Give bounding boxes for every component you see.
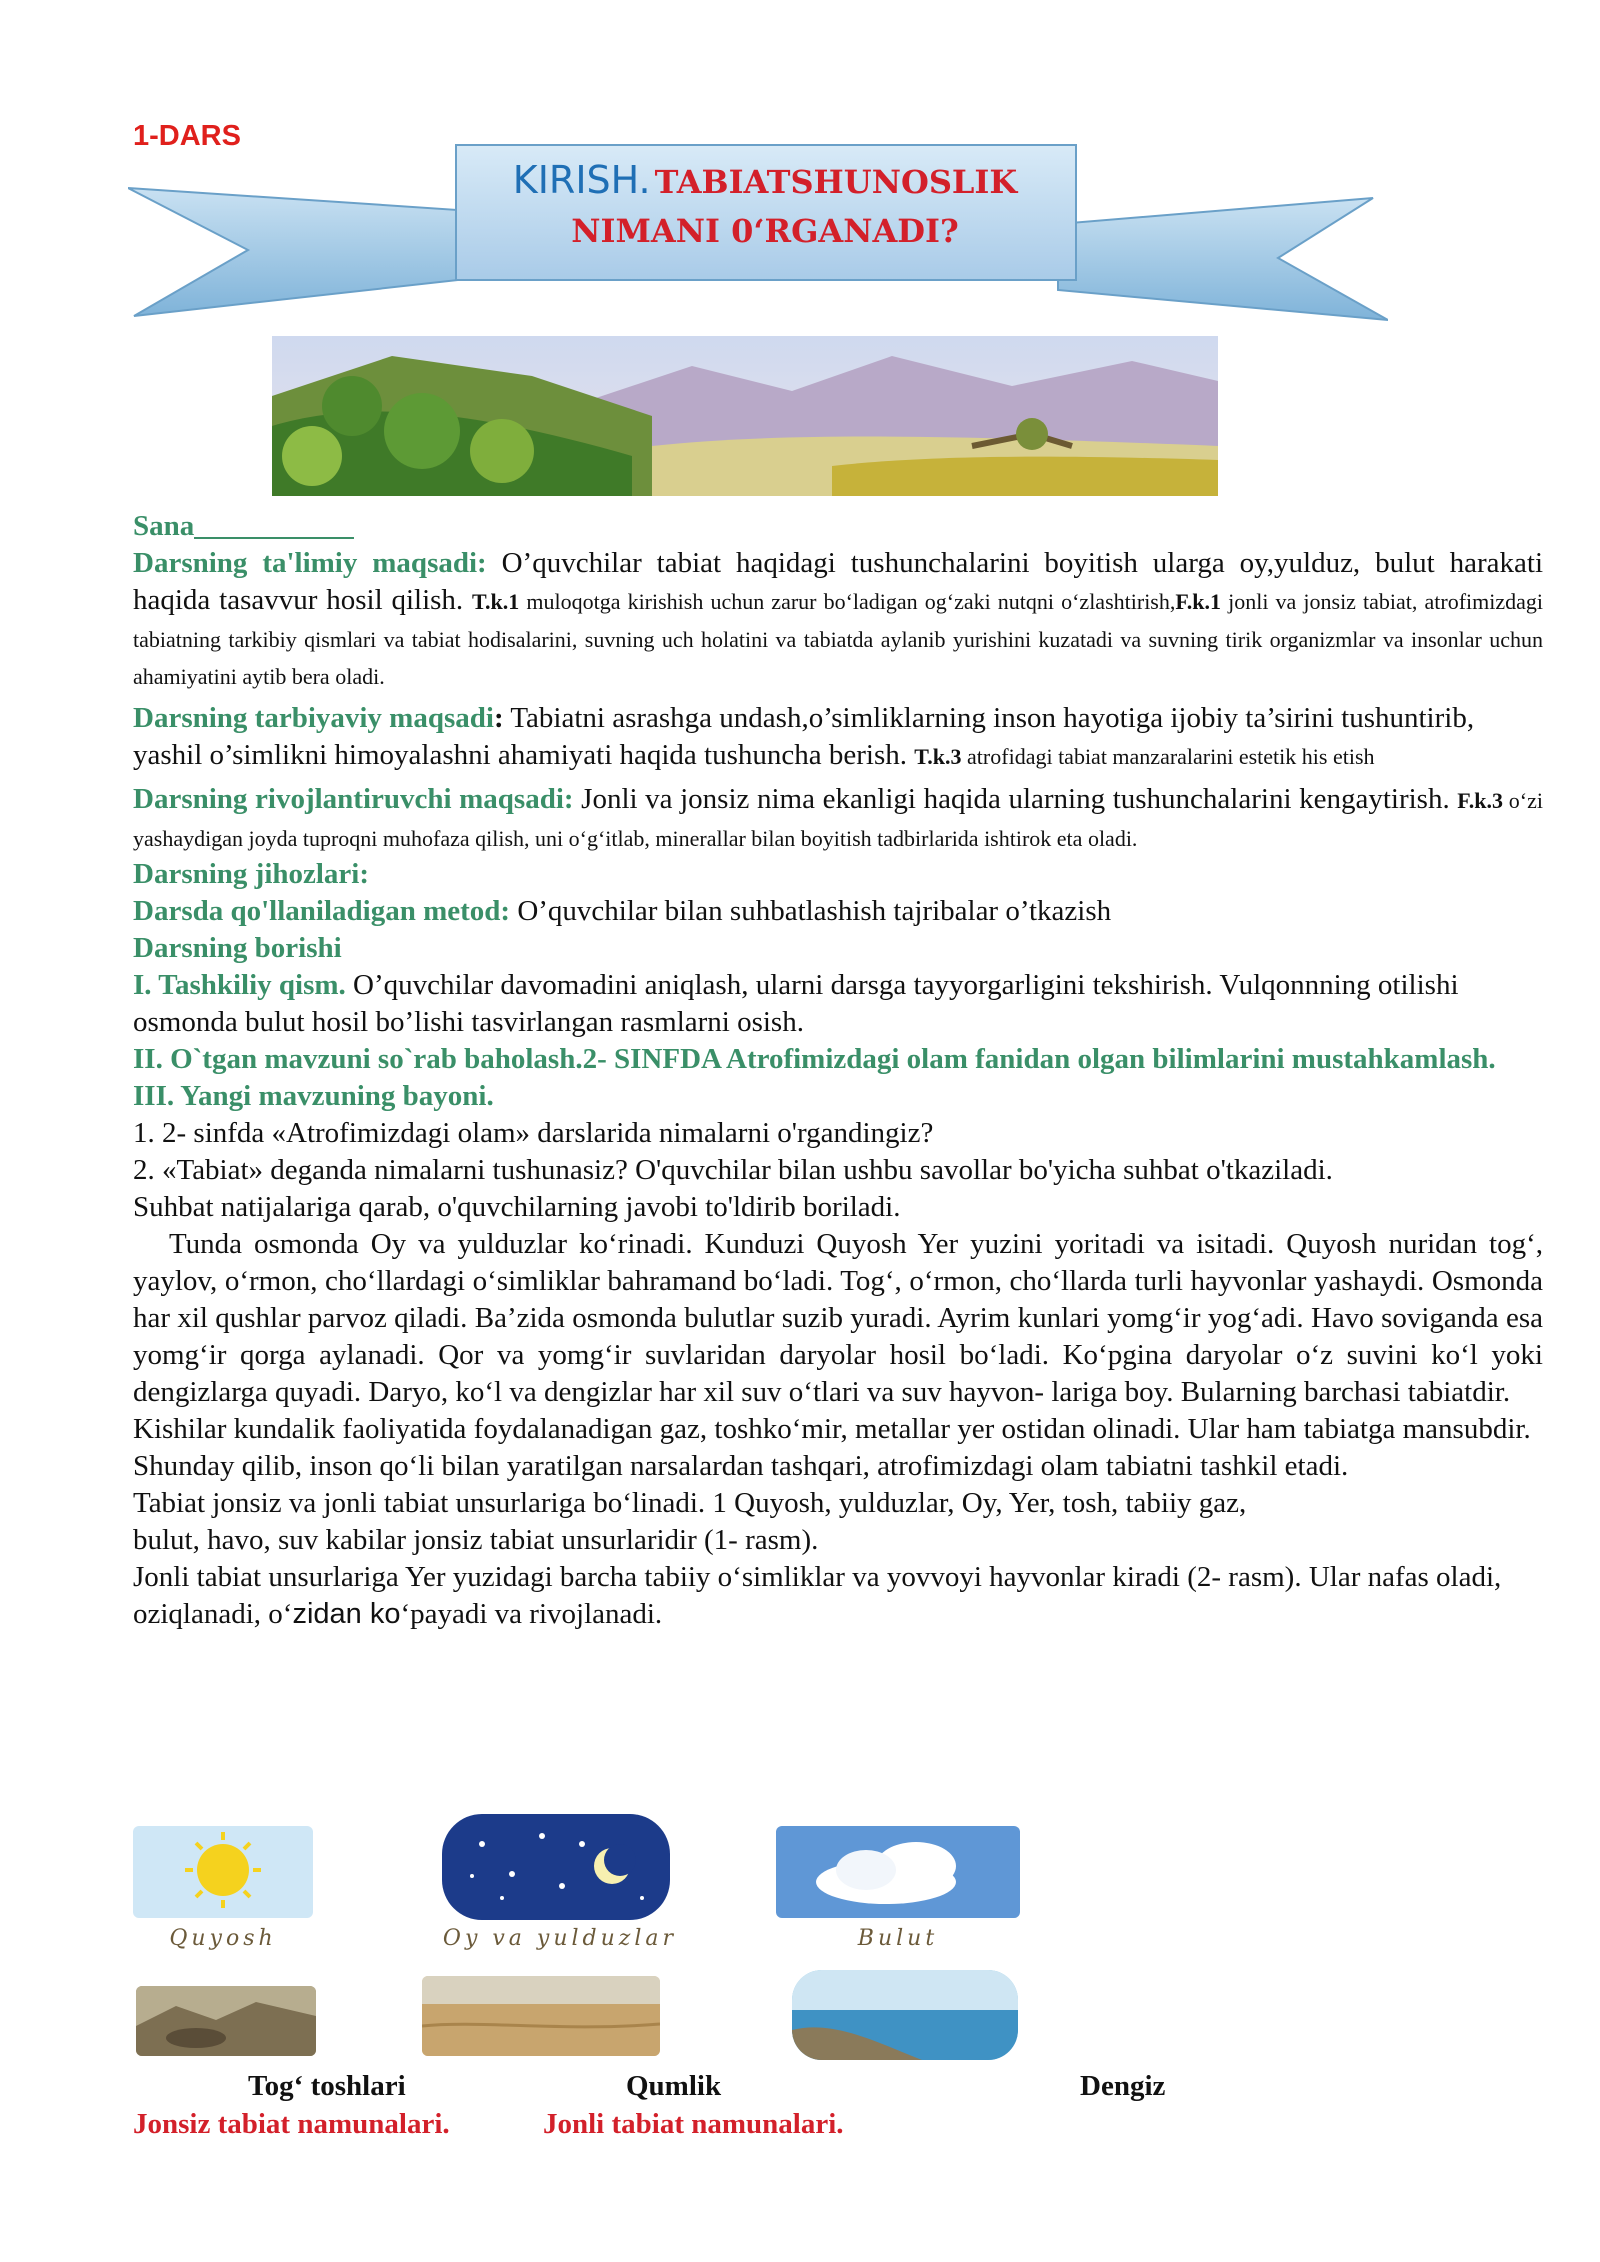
lesson-progress-heading: Darsning borishi bbox=[133, 932, 342, 964]
educational-goal bbox=[133, 545, 1543, 694]
section-1 bbox=[133, 967, 1543, 1041]
equipment-label: Darsning jihozlari: bbox=[133, 858, 370, 890]
living-paragraph bbox=[133, 1559, 1543, 1633]
label-mountain-rocks: Tog‘ toshlari bbox=[248, 2070, 406, 2102]
label-sand: Qumlik bbox=[626, 2070, 722, 2102]
upbringing-goal-text: Tabiatni asrashga undash,o’simliklarning inson hayotiga ijobiy ta’sirini tushuntirib, yashil o’simlikni himoyalashni ahamiyati haqida tushuncha berish. bbox=[133, 702, 1475, 771]
caption-moon-stars: Oy va yulduzlar bbox=[442, 1926, 678, 1951]
educational-goal-text: O’quvchilar tabiat haqidagi tushunchalarini boyitish ularga oy,yulduz, bulut harakati haqida tasavvur hosil qilish. bbox=[133, 547, 1544, 616]
moon-stars-picture bbox=[442, 1814, 670, 1920]
title-line-2: NIMANI 0‘RGANADI? bbox=[571, 212, 959, 250]
nonliving-paragraph-2: bulut, havo, suv kabilar jonsiz tabiat unsurlaridir (1- rasm). bbox=[133, 1524, 819, 1556]
lesson-number: 1-DARS bbox=[133, 120, 241, 152]
nonliving-examples-caption: Jonsiz tabiat namunalari. bbox=[133, 2108, 450, 2140]
sun-icon bbox=[133, 1826, 313, 1918]
section-1-text: O’quvchilar davomadini aniqlash, ularni darsga tayyorgarligini tekshirish. Vulqonnning otilishi osmonda bulut hosil bo’lishi tasvirlangan rasmlarni osish. bbox=[133, 969, 1459, 1038]
summary-paragraph: Shunday qilib, inson qo‘li bilan yaratilgan narsalardan tashqari, atrofimizdagi olam tabiatni tashkil etadi. bbox=[133, 1450, 1349, 1482]
fk3-text: o‘zi yashaydigan joyda tuproqni muhofaza qilish, uni o‘g‘itlab, minerallar bilan boyitish tadbirlarida ishtirok eta oladi. bbox=[133, 788, 1544, 851]
mountain-rocks-picture bbox=[136, 1986, 316, 2056]
living-text-sans: zidan ko bbox=[292, 1598, 401, 1630]
page-title bbox=[455, 158, 1075, 250]
question-2: 2. «Tabiat» deganda nimalarni tushunasiz? O'quvchilar bilan ushbu savollar bo'yicha suhbat o'tkaziladi. bbox=[133, 1154, 1333, 1186]
rocks-icon bbox=[136, 1986, 316, 2056]
date-field: Sana___________ bbox=[133, 510, 354, 542]
method bbox=[133, 893, 1543, 930]
discussion-note: Suhbat natijalariga qarab, o'quvchilarning javobi to'ldirib boriladi. bbox=[133, 1191, 901, 1223]
educational-goal-label: Darsning ta'limiy maqsadi: bbox=[133, 547, 487, 579]
moon-icon bbox=[442, 1814, 670, 1920]
label-sea: Dengiz bbox=[1080, 2070, 1166, 2102]
developmental-goal-text: Jonli va jonsiz nima ekanligi haqida ularning tushunchalarini kengaytirish. bbox=[573, 783, 1458, 815]
developmental-goal-label: Darsning rivojlantiruvchi maqsadi: bbox=[133, 783, 574, 815]
tk1-code: T.k.1 bbox=[472, 589, 520, 614]
section-1-label: I. Tashkiliy qism. bbox=[133, 969, 346, 1001]
cloud-icon bbox=[776, 1826, 1020, 1918]
title-kirish: KIRISH. bbox=[512, 158, 651, 202]
caption-cloud: Bulut bbox=[857, 1926, 939, 1951]
caption-sun: Quyosh bbox=[169, 1926, 277, 1951]
method-text: O’quvchilar bilan suhbatlashish tajribalar o’tkazish bbox=[510, 895, 1112, 927]
question-1: 1. 2- sinfda «Atrofimizdagi olam» darslarida nimalarni o'rgandingiz? bbox=[133, 1117, 934, 1149]
cloud-picture bbox=[776, 1826, 1020, 1918]
sun-picture bbox=[133, 1826, 313, 1918]
title-subject: TABIATSHUNOSLIK bbox=[654, 163, 1018, 201]
fk1-text: jonli va jonsiz tabiat, atrofimizdagi tabiatning tarkibiy qismlari va tabiat hodisalarini, suvning uch holatini va tabiatda aylanib yurishini kuzatadi va suvning tirik organizmlar va insonlar uchun ahamiyatini aytib bera oladi. bbox=[133, 589, 1543, 689]
tk1-text: muloqotga kirishish uchun zarur bo‘ladigan og‘zaki nutqni o‘zlashtirish, bbox=[519, 589, 1176, 614]
tk3-code: T.k.3 bbox=[914, 744, 962, 769]
upbringing-goal bbox=[133, 700, 1543, 775]
fk1-code: F.k.1 bbox=[1175, 589, 1222, 614]
developmental-goal bbox=[133, 781, 1543, 856]
living-examples-caption: Jonli tabiat namunalari. bbox=[543, 2108, 844, 2140]
living-text-end: ‘payadi va rivojlanadi. bbox=[400, 1598, 663, 1630]
landscape-illustration bbox=[272, 336, 1218, 496]
upbringing-goal-colon: : bbox=[493, 702, 504, 734]
sea-icon bbox=[792, 1970, 1018, 2060]
sand-icon bbox=[422, 1976, 660, 2056]
living-text: Jonli tabiat unsurlariga Yer yuzidagi barcha tabiiy o‘simliklar va yovvoyi hayvonlar kiradi (2- rasm). Ular nafas oladi, oziqlanadi, o‘ bbox=[133, 1561, 1502, 1630]
lesson-plan-body bbox=[133, 508, 1551, 1633]
method-label: Darsda qo'llaniladigan metod: bbox=[133, 895, 511, 927]
fk3-code: F.k.3 bbox=[1457, 788, 1503, 813]
tk3-text: atrofidagi tabiat manzaralarini estetik his etish bbox=[961, 744, 1375, 769]
sea-picture bbox=[792, 1970, 1018, 2060]
minerals-paragraph: Kishilar kundalik faoliyatida foydalanadigan gaz, toshko‘mir, metallar yer ostidan olinadi. Ular ham tabiatga mansubdir. bbox=[133, 1413, 1531, 1445]
nonliving-paragraph-1: Tabiat jonsiz va jonli tabiat unsurlariga bo‘linadi. 1 Quyosh, yulduzlar, Oy, Yer, tosh, tabiiy gaz, bbox=[133, 1487, 1247, 1519]
sand-picture bbox=[422, 1976, 660, 2056]
upbringing-goal-label: Darsning tarbiyaviy maqsadi bbox=[133, 702, 494, 734]
section-3-heading: III. Yangi mavzuning bayoni. bbox=[133, 1080, 494, 1112]
section-2-heading: II. O`tgan mavzuni so`rab baholash.2- SINFDA Atrofimizdagi olam fanidan olgan bilimlarini mustahkamlash. bbox=[133, 1043, 1496, 1075]
nature-paragraph: Tunda osmonda Oy va yulduzlar ko‘rinadi. Kunduzi Quyosh Yer yuzini yoritadi va isitadi. Quyosh nuridan tog‘, yaylov, o‘rmon, cho‘llardagi o‘simliklar bahramand bo‘ladi. Tog‘, o‘rmon, cho‘llarda turli hayvonlar yashaydi. Osmonda har xil qushlar parvoz qiladi. Ba’zida osmonda bulutlar suzib yuradi. Ayrim kunlari yomg‘ir yog‘adi. Havo soviganda esa yomg‘ir qorga aylanadi. Qor va yomg‘ir suvlaridan daryolar hosil bo‘ladi. Ko‘pgina daryolar o‘z suvini ko‘l yoki dengizlarga quyadi. Daryo, ko‘l va dengizlar har xil suv o‘tlari va suv hayvon- lariga boy. Bularning barchasi tabiatdir. bbox=[133, 1228, 1551, 1408]
